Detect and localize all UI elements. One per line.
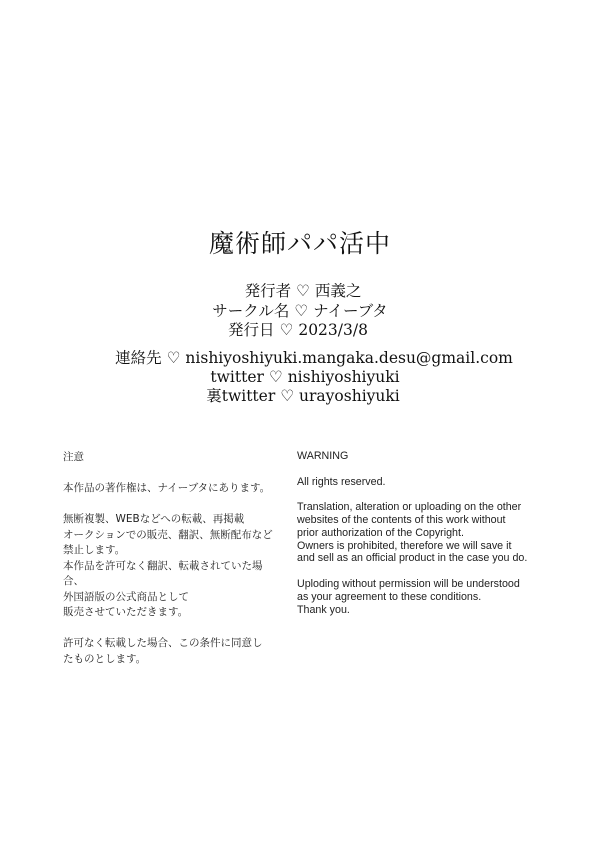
heart-separator-icon: ♡ xyxy=(166,349,181,367)
notice-en-heading: WARNING xyxy=(297,450,349,462)
twitter-row xyxy=(0,368,600,387)
sub-twitter-label: 裏twitter xyxy=(206,387,276,405)
notice-jp-prohibition: 無断複製、WEBなどへの転載、再掲載 オークションでの販売、翻訳、無断配布など 禁止します。 本作品を許可なく翻訳、転載されていた場合、 外国語版の公式商品として 販売させていただきます。 xyxy=(63,513,273,618)
email-label: 連絡先 xyxy=(115,349,162,367)
publisher-name: 西義之 xyxy=(314,282,362,300)
circle-row xyxy=(0,302,600,322)
notice-en-agreement: Uploding without permission will be understood as your agreement to these conditions. Thank you. xyxy=(297,577,520,616)
heart-separator-icon: ♡ xyxy=(280,387,295,405)
notice-english xyxy=(297,450,587,616)
date-row xyxy=(0,321,600,341)
notice-en-rights: All rights reserved. xyxy=(297,475,386,488)
circle-name: ナイーブタ xyxy=(313,301,388,320)
publisher-label: 発行者 xyxy=(244,282,292,300)
notice-jp-heading: 注意 xyxy=(63,451,84,463)
heart-separator-icon: ♡ xyxy=(268,368,283,386)
notice-en-prohibition: Translation, alteration or uploading on the other websites of the contents of this work without prior authorization of the Copyright. Owners is prohibited, therefore we will save it and sell as an official product in the case you do. xyxy=(297,501,528,565)
colophon xyxy=(0,282,600,341)
heart-separator-icon: ♡ xyxy=(296,282,310,300)
date-label: 発行日 xyxy=(228,321,275,339)
contact-info xyxy=(0,349,600,406)
sub-twitter-row xyxy=(0,387,600,406)
email-row xyxy=(0,349,600,368)
circle-label: サークル名 xyxy=(212,301,290,320)
notice-japanese xyxy=(63,450,283,667)
twitter-handle: nishiyoshiyuki xyxy=(287,368,400,386)
notice-jp-copyright: 本作品の著作権は、ナイーブタにあります。 xyxy=(63,482,271,494)
book-title: 魔術師パパ活中 xyxy=(208,229,391,258)
notice-jp-agreement: 許可なく転載した場合、この条件に同意し たものとします。 xyxy=(63,637,263,665)
heart-separator-icon: ♡ xyxy=(279,321,294,339)
email-address: nishiyoshiyuki.mangaka.desu@gmail.com xyxy=(185,349,513,367)
heart-separator-icon: ♡ xyxy=(294,301,309,320)
publisher-row xyxy=(0,282,600,302)
sub-twitter-handle: urayoshiyuki xyxy=(299,387,400,405)
publish-date: 2023/3/8 xyxy=(298,321,368,339)
twitter-label: twitter xyxy=(210,368,264,386)
